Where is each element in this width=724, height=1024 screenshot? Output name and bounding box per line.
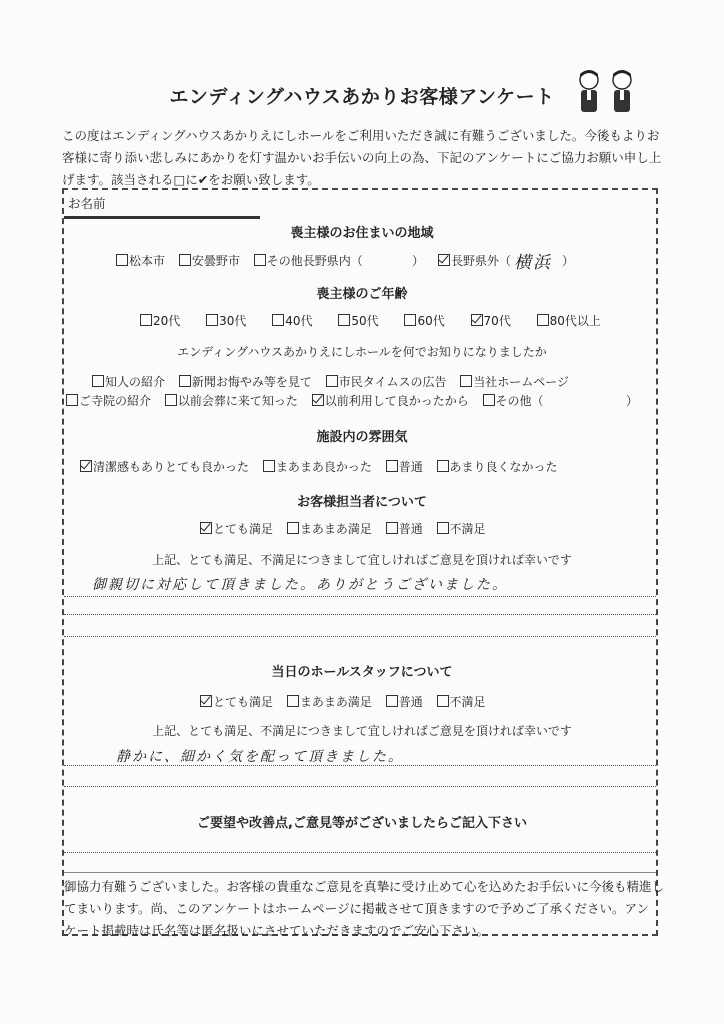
option-label: 不満足 [449, 522, 486, 536]
source-option[interactable] [165, 392, 298, 409]
checkbox[interactable] [272, 314, 284, 326]
option-label: 清潔感もありとても良かった [93, 460, 250, 474]
option-label: 新聞お悔やみ等を見て [191, 375, 312, 389]
comment-line[interactable] [64, 596, 656, 597]
option-label: あまり良くなかった [449, 460, 558, 474]
intro-line: げます。該当される□に✔をお願い致します。 [62, 172, 320, 187]
name-field-underline[interactable] [64, 216, 260, 219]
residence-options [116, 252, 363, 269]
hall-comment-prompt: 上記、とても満足、不満足につきまして宜しければご意見を頂ければ幸いです [152, 724, 572, 738]
source-option[interactable] [66, 392, 151, 409]
option-label: まあまあ良かった [275, 460, 372, 474]
option-label: 長野県外（ [451, 254, 512, 268]
hall-staff-options [200, 693, 486, 710]
source-option[interactable] [312, 392, 469, 409]
staff-option[interactable] [200, 520, 273, 537]
residence-option[interactable] [179, 252, 240, 269]
checkbox[interactable] [179, 375, 191, 387]
age-option[interactable] [537, 312, 601, 329]
staff-comment-prompt: 上記、とても満足、不満足につきまして宜しければご意見を頂ければ幸いです [152, 553, 572, 567]
checkbox[interactable] [437, 695, 449, 707]
comment-line[interactable] [64, 636, 656, 637]
option-label: 30代 [219, 314, 247, 328]
checkbox[interactable] [287, 695, 299, 707]
option-label: 松本市 [129, 254, 166, 268]
handwritten-staff-comment: 御親切に対応して頂きました。ありがとうございました。 [92, 577, 508, 593]
atmosphere-heading: 施設内の雰囲気 [316, 430, 408, 445]
age-option[interactable] [404, 312, 444, 329]
checkbox-checked[interactable] [200, 522, 212, 534]
option-label: 80代以上 [549, 314, 601, 328]
staff-option[interactable] [386, 520, 423, 537]
age-options [140, 312, 601, 329]
age-option[interactable] [338, 312, 378, 329]
checkbox-checked[interactable] [438, 254, 450, 266]
checkbox[interactable] [386, 522, 398, 534]
option-label: とても満足 [213, 695, 274, 709]
checkbox[interactable] [206, 314, 218, 326]
age-option[interactable] [206, 312, 246, 329]
checkbox[interactable] [66, 394, 78, 406]
checkbox[interactable] [437, 522, 449, 534]
comment-line[interactable] [64, 852, 656, 853]
age-heading: 喪主様のご年齢 [316, 287, 408, 302]
residence-option[interactable] [254, 252, 363, 269]
checkbox-checked[interactable] [471, 314, 483, 326]
option-label: 普通 [398, 695, 423, 709]
residence-option[interactable] [116, 252, 165, 269]
option-label: 普通 [398, 460, 423, 474]
source-option[interactable] [460, 373, 569, 390]
intro-paragraph [62, 125, 672, 191]
requests-heading: ご要望や改善点,ご意見等がございましたらご記入下さい [197, 816, 527, 831]
intro-line: 客様に寄り添い悲しみにあかりを灯す温かいお手伝いの向上の為、下記のアンケートにご協力お願い申し上 [62, 150, 662, 165]
option-label: 40代 [285, 314, 313, 328]
option-label: 50代 [351, 314, 379, 328]
checkbox[interactable] [404, 314, 416, 326]
checkbox[interactable] [254, 254, 266, 266]
checkbox[interactable] [483, 394, 495, 406]
source-question: エンディングハウスあかりえにしホールを何でお知りになりましたか [177, 345, 547, 359]
staff-in-charge-options [200, 520, 486, 537]
source-options-row1 [92, 373, 569, 390]
age-option[interactable] [272, 312, 312, 329]
intro-line: この度はエンディングハウスあかりえにしホールをご利用いただき誠に有難うございました。今後もよりお [62, 128, 660, 143]
residence-option-outside[interactable] [438, 252, 511, 269]
checkbox[interactable] [537, 314, 549, 326]
option-label: 20代 [153, 314, 181, 328]
checkbox-checked[interactable] [200, 695, 212, 707]
hall-staff-heading: 当日のホールスタッフについて [271, 665, 453, 680]
hall-staff-option[interactable] [287, 693, 372, 710]
checkbox[interactable] [287, 522, 299, 534]
option-label: その他（ [495, 394, 544, 408]
source-paren-close: ） [626, 394, 639, 408]
residence-heading: 喪主様のお住まいの地域 [290, 226, 434, 241]
staff-figure-left-icon [580, 70, 598, 112]
atmosphere-options [80, 458, 558, 475]
atmosphere-option[interactable] [386, 458, 423, 475]
checkbox-checked[interactable] [312, 394, 324, 406]
age-option[interactable] [140, 312, 180, 329]
staff-figure-right-icon [613, 70, 631, 112]
checkbox[interactable] [386, 695, 398, 707]
option-label: その他長野県内（ [266, 254, 363, 268]
checkbox[interactable] [437, 460, 449, 472]
atmosphere-option[interactable] [263, 458, 372, 475]
closing-line: 御協力有難うございました。お客様の貴重なご意見を真摯に受け止めて心を込めたお手伝いに今後も精進し [64, 879, 665, 894]
survey-title: エンディングハウスあかりお客様アンケート [169, 86, 555, 108]
source-option[interactable] [483, 392, 544, 409]
checkbox[interactable] [338, 314, 350, 326]
closing-paragraph [64, 876, 664, 942]
residence-paren-close: ） [412, 254, 425, 268]
closing-line: てまいります。尚、このアンケートはホームページに掲載させて頂きますので予めご了承ください。アン [64, 901, 650, 916]
option-label: 市民タイムスの広告 [338, 375, 447, 389]
name-label: お名前 [68, 196, 106, 211]
checkbox[interactable] [263, 460, 275, 472]
staff-option[interactable] [287, 520, 372, 537]
source-option[interactable] [179, 373, 312, 390]
option-label: 以前会葬に来て知った [177, 394, 298, 408]
checkbox[interactable] [179, 254, 191, 266]
handwritten-residence: 横浜 [514, 253, 552, 273]
option-label: ご寺院の紹介 [79, 394, 152, 408]
requests-bottom-rule [64, 872, 656, 873]
mascot-illustration-icon [572, 66, 642, 116]
checkbox[interactable] [386, 460, 398, 472]
checkbox-checked[interactable] [80, 460, 92, 472]
age-option[interactable] [471, 312, 511, 329]
option-label: 安曇野市 [191, 254, 240, 268]
option-label: 普通 [398, 522, 423, 536]
source-option[interactable] [92, 373, 165, 390]
residence-paren-close-2: ） [562, 254, 575, 268]
checkbox[interactable] [140, 314, 152, 326]
option-label: 70代 [483, 314, 511, 328]
option-label: まあまあ満足 [299, 522, 372, 536]
option-label: 当社ホームページ [473, 375, 570, 389]
comment-line[interactable] [64, 786, 656, 787]
option-label: 不満足 [449, 695, 486, 709]
comment-line[interactable] [64, 765, 656, 766]
checkbox[interactable] [165, 394, 177, 406]
handwritten-hall-comment: 静かに、細かく気を配って頂きました。 [116, 749, 404, 765]
checkbox[interactable] [460, 375, 472, 387]
atmosphere-option[interactable] [80, 458, 249, 475]
option-label: 知人の紹介 [105, 375, 166, 389]
source-option[interactable] [326, 373, 447, 390]
source-options-row2 [66, 392, 544, 409]
hall-staff-option[interactable] [386, 693, 423, 710]
atmosphere-option[interactable] [437, 458, 558, 475]
staff-in-charge-heading: お客様担当者について [297, 495, 427, 510]
staff-option[interactable] [437, 520, 486, 537]
option-label: まあまあ満足 [299, 695, 372, 709]
checkbox[interactable] [92, 375, 104, 387]
hall-staff-option[interactable] [437, 693, 486, 710]
closing-line: ケート掲載時は氏名等は匿名扱いにさせていただきますのでご安心下さい。 [64, 923, 490, 938]
option-label: 以前利用して良かったから [324, 394, 469, 408]
option-label: とても満足 [213, 522, 274, 536]
comment-line[interactable] [64, 614, 656, 615]
checkbox[interactable] [116, 254, 128, 266]
checkbox[interactable] [326, 375, 338, 387]
hall-staff-option[interactable] [200, 693, 273, 710]
option-label: 60代 [417, 314, 445, 328]
